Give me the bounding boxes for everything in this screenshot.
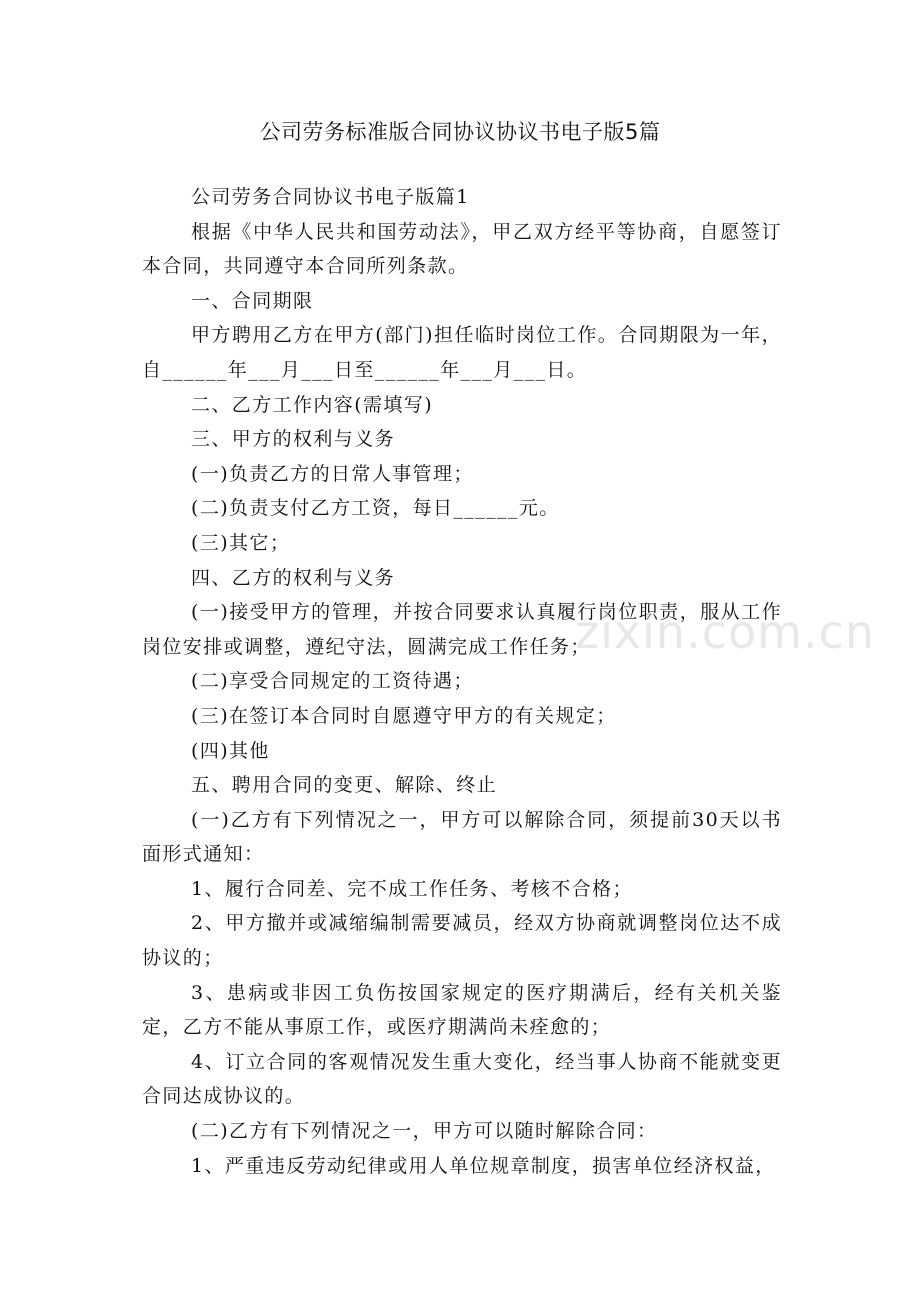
paragraph: 甲方聘用乙方在甲方(部门)担任临时岗位工作。合同期限为一年，自______年___月___日至______年___月___日。 (142, 324, 782, 381)
paragraph: 一、合同期限 (191, 289, 314, 312)
paragraph: 3、患病或非因工负伤按国家规定的医疗期满后，经有关机关鉴定，乙方不能从事原工作，或医疗期满尚未痊愈的； (142, 981, 782, 1039)
paragraph: 三、甲方的权利与义务 (191, 428, 396, 451)
paragraph: 五、聘用合同的变更、解除、终止 (191, 774, 498, 797)
document-body (142, 180, 782, 1183)
paragraph: 1、履行合同差、完不成工作任务、考核不合格； (191, 877, 633, 900)
paragraph: (一)负责乙方的日常人事管理； (191, 462, 474, 485)
paragraph: (二)享受合同规定的工资待遇； (191, 670, 474, 693)
paragraph: 根据《中华人民共和国劳动法》，甲乙双方经平等协商，自愿签订本合同，共同遵守本合同所列条款。 (142, 220, 782, 278)
paragraph: (三)其它； (191, 531, 291, 554)
paragraph: 1、严重违反劳动纪律或用人单位规章制度，损害单位经济权益， (191, 1154, 776, 1177)
paragraph: (二)乙方有下列情况之一，甲方可以随时解除合同： (191, 1120, 658, 1143)
paragraph: 公司劳务合同协议书电子版篇1 (191, 186, 470, 208)
paragraph: (一)乙方有下列情况之一，甲方可以解除合同，须提前30天以书面形式通知： (142, 808, 782, 866)
paragraph: 二、乙方工作内容(需填写) (191, 393, 434, 416)
paragraph: 4、订立合同的客观情况发生重大变化，经当事人协商不能就变更合同达成协议的。 (142, 1050, 782, 1108)
watermark: zixin.com.cn (575, 605, 876, 659)
paragraph: (四)其他 (191, 739, 270, 762)
paragraph: (三)在签订本合同时自愿遵守甲方的有关规定； (191, 704, 617, 727)
paragraph: (一)接受甲方的管理，并按合同要求认真履行岗位职责，服从工作岗位安排或调整，遵纪守法，圆满完成工作任务； (142, 601, 782, 658)
paragraph: 四、乙方的权利与义务 (191, 566, 396, 589)
document-title: 公司劳务标准版合同协议协议书电子版5篇 (259, 120, 661, 144)
paragraph: (二)负责支付乙方工资，每日______元。 (191, 497, 560, 520)
paragraph: 2、甲方撤并或减缩编制需要减员，经双方协商就调整岗位达不成协议的； (142, 912, 782, 970)
